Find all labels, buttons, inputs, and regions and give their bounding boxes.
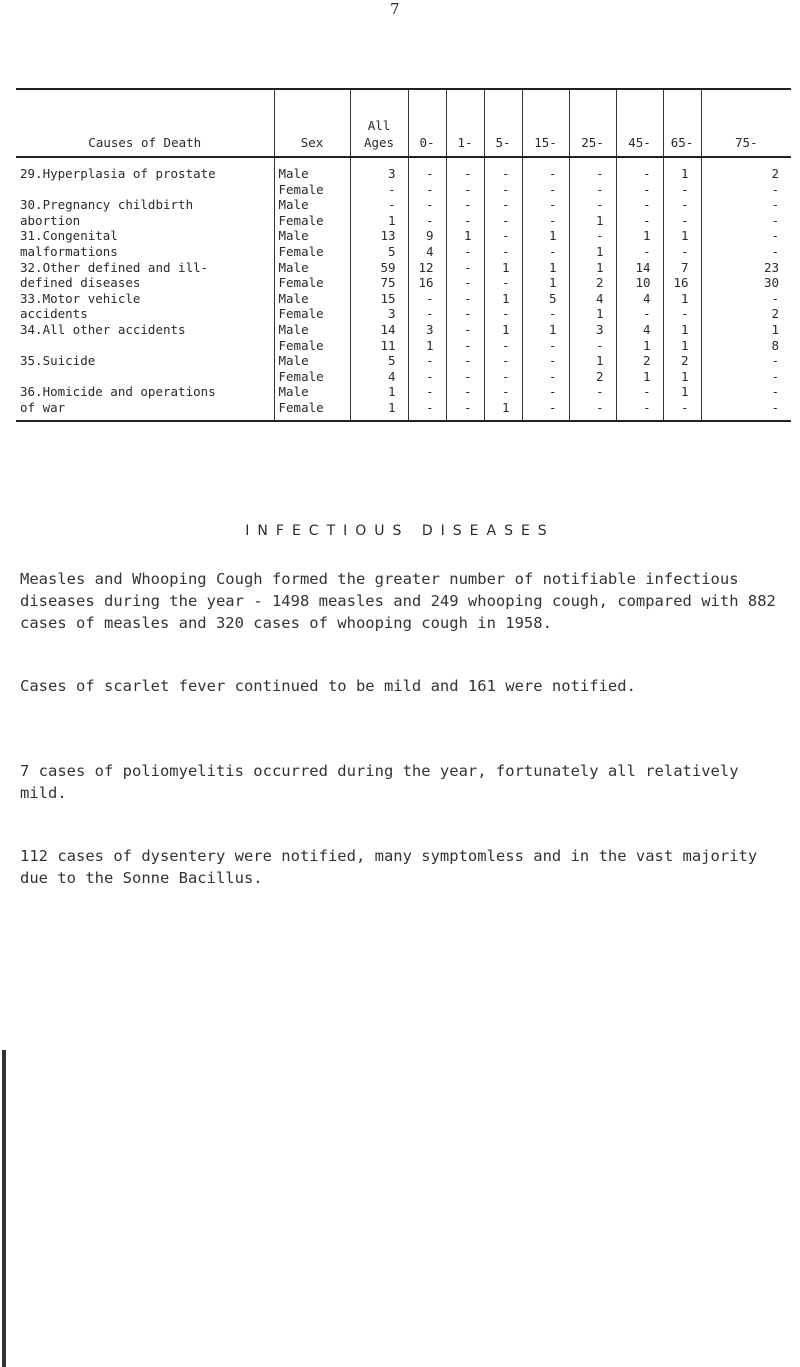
count-cell: 30 (701, 275, 791, 291)
count-cell: 1 (522, 275, 569, 291)
count-cell: 1 (663, 157, 701, 182)
table-row (16, 291, 791, 307)
count-cell: - (484, 182, 522, 198)
column-header: 5- (484, 89, 522, 157)
count-cell: - (484, 384, 522, 400)
cause-cell: 34.All other accidents (20, 321, 186, 337)
sex-cell: Female (274, 338, 350, 354)
count-cell: - (522, 400, 569, 421)
count-cell: - (446, 244, 484, 260)
column-header: 45- (616, 89, 663, 157)
table-row (16, 400, 791, 421)
count-cell: - (701, 384, 791, 400)
count-cell: - (616, 244, 663, 260)
table-row (16, 197, 791, 213)
table-row (16, 157, 791, 182)
count-cell: - (616, 400, 663, 421)
sex-cell: Female (274, 275, 350, 291)
count-cell: - (522, 338, 569, 354)
count-cell: - (522, 197, 569, 213)
count-cell: 1 (663, 369, 701, 385)
table-row (16, 228, 791, 244)
count-cell: - (701, 400, 791, 421)
sex-cell: Female (274, 182, 350, 198)
count-cell: - (701, 228, 791, 244)
sex-cell: Female (274, 213, 350, 229)
sex-cell: Female (274, 400, 350, 421)
count-cell: 75 (350, 275, 408, 291)
count-cell: 7 (663, 260, 701, 276)
count-cell: 14 (350, 322, 408, 338)
count-cell: 15 (350, 291, 408, 307)
sex-cell: Male (274, 384, 350, 400)
cause-cell (16, 338, 274, 354)
count-cell: 2 (701, 306, 791, 322)
paragraph-dysentery: 112 cases of dysentery were notified, many symptomless and in the vast majority due to the Sonne Bacillus. (20, 847, 758, 887)
count-cell: - (616, 182, 663, 198)
count-cell: 1 (522, 228, 569, 244)
column-header: All Ages (350, 89, 408, 157)
count-cell: - (408, 306, 446, 322)
section-title: INFECTIOUS DISEASES (245, 523, 555, 539)
count-cell: - (522, 369, 569, 385)
count-cell: 13 (350, 228, 408, 244)
sex-cell: Male (274, 291, 350, 307)
count-cell: 1 (663, 322, 701, 338)
count-cell: - (446, 275, 484, 291)
sex-cell: Male (274, 353, 350, 369)
column-header: 15- (522, 89, 569, 157)
count-cell: - (408, 353, 446, 369)
count-cell: - (616, 306, 663, 322)
count-cell: 1 (484, 322, 522, 338)
cause-cell: abortion (20, 212, 81, 228)
count-cell: 1 (350, 384, 408, 400)
table-row (16, 322, 791, 338)
cause-cell (16, 182, 274, 198)
count-cell: 1 (663, 228, 701, 244)
count-cell: - (522, 157, 569, 182)
cause-cell: malformations (20, 243, 118, 259)
count-cell: - (701, 353, 791, 369)
count-cell: - (484, 338, 522, 354)
count-cell: - (408, 157, 446, 182)
count-cell: 1 (616, 228, 663, 244)
count-cell: - (616, 197, 663, 213)
count-cell: - (446, 182, 484, 198)
count-cell: - (616, 157, 663, 182)
count-cell: 1 (484, 291, 522, 307)
count-cell: - (446, 369, 484, 385)
count-cell: 1 (663, 384, 701, 400)
count-cell: 2 (663, 353, 701, 369)
count-cell: - (484, 228, 522, 244)
count-cell: - (484, 197, 522, 213)
table-header-row (16, 89, 791, 157)
margin-line (2, 1050, 6, 1367)
count-cell: 1 (663, 291, 701, 307)
count-cell: 14 (616, 260, 663, 276)
count-cell: - (484, 353, 522, 369)
column-header: 65- (663, 89, 701, 157)
count-cell: - (446, 157, 484, 182)
count-cell: 11 (350, 338, 408, 354)
count-cell: - (446, 213, 484, 229)
cause-cell: 36.Homicide and operations (20, 384, 216, 400)
sex-cell: Male (274, 197, 350, 213)
count-cell: - (522, 213, 569, 229)
count-cell: - (663, 400, 701, 421)
count-cell: - (522, 306, 569, 322)
count-cell: - (446, 353, 484, 369)
count-cell: 16 (663, 275, 701, 291)
count-cell: - (408, 384, 446, 400)
cause-cell: 31.Congenital (20, 228, 118, 244)
count-cell: 16 (408, 275, 446, 291)
count-cell: - (701, 244, 791, 260)
count-cell: - (701, 182, 791, 198)
count-cell: - (408, 400, 446, 421)
count-cell: - (408, 291, 446, 307)
count-cell: - (484, 306, 522, 322)
paragraph-poliomyelitis: 7 cases of poliomyelitis occurred during the year, fortunately all relatively mild. (20, 762, 739, 802)
count-cell: - (408, 369, 446, 385)
count-cell: 2 (569, 275, 616, 291)
table-row (16, 260, 791, 276)
count-cell: 1 (408, 338, 446, 354)
count-cell: - (569, 338, 616, 354)
count-cell: 12 (408, 260, 446, 276)
count-cell: - (446, 197, 484, 213)
count-cell: 5 (522, 291, 569, 307)
count-cell: 1 (522, 322, 569, 338)
count-cell: - (701, 291, 791, 307)
count-cell: 5 (350, 244, 408, 260)
count-cell: - (569, 197, 616, 213)
sex-cell: Male (274, 260, 350, 276)
count-cell: 1 (484, 400, 522, 421)
column-header: Sex (274, 89, 350, 157)
table-row (16, 244, 791, 260)
sex-cell: Female (274, 369, 350, 385)
count-cell: 4 (616, 322, 663, 338)
cause-cell: 35.Suicide (20, 353, 96, 369)
count-cell: 3 (569, 322, 616, 338)
count-cell: - (663, 213, 701, 229)
count-cell: - (484, 157, 522, 182)
count-cell: 59 (350, 260, 408, 276)
count-cell: 1 (446, 228, 484, 244)
count-cell: - (446, 400, 484, 421)
cause-cell: defined diseases (20, 275, 141, 291)
count-cell: 3 (350, 157, 408, 182)
count-cell: - (484, 244, 522, 260)
count-cell: 1 (616, 369, 663, 385)
table-row (16, 182, 791, 198)
count-cell: 2 (701, 157, 791, 182)
sex-cell: Female (274, 244, 350, 260)
count-cell: 4 (350, 369, 408, 385)
page-number: 7 (390, 0, 400, 18)
count-cell: - (446, 291, 484, 307)
count-cell: - (663, 182, 701, 198)
count-cell: 1 (522, 260, 569, 276)
paragraph-scarlet-fever: Cases of scarlet fever continued to be mild and 161 were notified. (20, 677, 636, 695)
cause-cell: of war (16, 400, 274, 421)
count-cell: - (663, 244, 701, 260)
cause-cell: accidents (20, 306, 88, 322)
column-header: 1- (446, 89, 484, 157)
count-cell: 1 (484, 260, 522, 276)
count-cell: - (446, 322, 484, 338)
table-row (16, 306, 791, 322)
sex-cell: Male (274, 157, 350, 182)
table-row (16, 338, 791, 354)
column-header: Causes of Death (16, 89, 274, 157)
paragraph-measles: Measles and Whooping Cough formed the greater number of notifiable infectious diseases during the year - 1498 measles and 249 whooping cough, compared with 882 cases of measles and 320 cases of whooping cough in 1958. (20, 570, 776, 632)
count-cell: - (408, 182, 446, 198)
cause-cell (16, 369, 274, 385)
count-cell: - (701, 369, 791, 385)
count-cell: - (616, 384, 663, 400)
count-cell: 4 (408, 244, 446, 260)
count-cell: 1 (569, 244, 616, 260)
count-cell: 8 (701, 338, 791, 354)
count-cell: 1 (350, 213, 408, 229)
count-cell: - (569, 182, 616, 198)
count-cell: - (408, 213, 446, 229)
cause-cell: 32.Other defined and ill- (20, 259, 209, 275)
count-cell: - (446, 338, 484, 354)
count-cell: 5 (350, 353, 408, 369)
count-cell: - (446, 384, 484, 400)
count-cell: - (408, 197, 446, 213)
count-cell: 2 (569, 369, 616, 385)
count-cell: - (569, 400, 616, 421)
cause-cell: 33.Motor vehicle (20, 290, 141, 306)
count-cell: 3 (350, 306, 408, 322)
count-cell: - (522, 182, 569, 198)
count-cell: 10 (616, 275, 663, 291)
count-cell: 1 (701, 322, 791, 338)
cause-cell: 30.Pregnancy childbirth (20, 197, 194, 213)
causes-of-death-table (16, 88, 791, 422)
count-cell: 2 (616, 353, 663, 369)
count-cell: - (616, 213, 663, 229)
count-cell: - (569, 157, 616, 182)
count-cell: 1 (569, 353, 616, 369)
count-cell: 4 (616, 291, 663, 307)
sex-cell: Female (274, 306, 350, 322)
cause-cell: 29.Hyperplasia of prostate (20, 166, 216, 181)
sex-cell: Male (274, 322, 350, 338)
count-cell: 1 (569, 306, 616, 322)
count-cell: - (663, 306, 701, 322)
count-cell: - (446, 260, 484, 276)
count-cell: - (569, 384, 616, 400)
count-cell: - (663, 197, 701, 213)
count-cell: - (484, 213, 522, 229)
count-cell: 1 (663, 338, 701, 354)
count-cell: 1 (569, 260, 616, 276)
count-cell: - (522, 244, 569, 260)
count-cell: - (522, 353, 569, 369)
table-row (16, 384, 791, 400)
count-cell: 4 (569, 291, 616, 307)
sex-cell: Male (274, 228, 350, 244)
table-row (16, 353, 791, 369)
column-header: 25- (569, 89, 616, 157)
count-cell: - (446, 306, 484, 322)
count-cell: - (522, 384, 569, 400)
count-cell: - (484, 369, 522, 385)
column-header: 0- (408, 89, 446, 157)
count-cell: 1 (616, 338, 663, 354)
count-cell: - (569, 228, 616, 244)
column-header: 75- (701, 89, 791, 157)
table-row (16, 369, 791, 385)
table-row (16, 275, 791, 291)
count-cell: - (350, 182, 408, 198)
count-cell: - (701, 213, 791, 229)
count-cell: - (701, 197, 791, 213)
count-cell: - (350, 197, 408, 213)
count-cell: 23 (701, 260, 791, 276)
table-row (16, 213, 791, 229)
count-cell: 1 (569, 213, 616, 229)
count-cell: 9 (408, 228, 446, 244)
count-cell: 1 (350, 400, 408, 421)
count-cell: - (484, 275, 522, 291)
count-cell: 3 (408, 322, 446, 338)
